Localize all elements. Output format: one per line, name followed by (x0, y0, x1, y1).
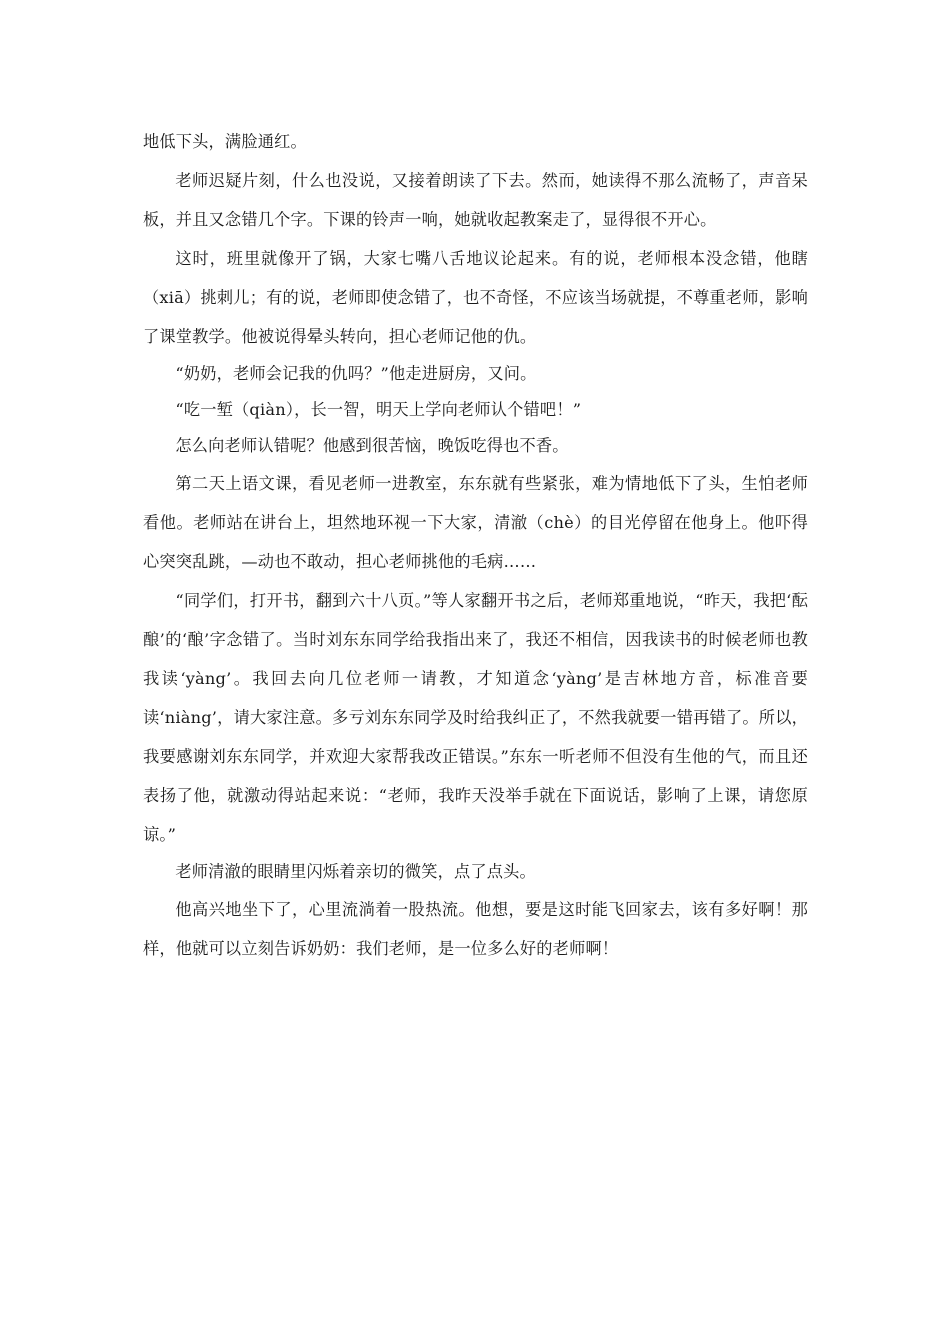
paragraph-9: 老师清澈的眼睛里闪烁着亲切的微笑，点了点头。 (175, 862, 536, 881)
paragraph-6: 怎么向老师认错呢？他感到很苦恼，晚饭吃得也不香。 (175, 436, 569, 455)
paragraph-3: 这时，班里就像开了锅，大家七嘴八舌地议论起来。有的说，老师根本没念错，他瞎（xiā）挑刺儿；有的说，老师即使念错了，也不奇怪，不应该当场就提，不尊重老师，影响了课堂教学。他被说得晕头转向，担心老师记他的仇。 (143, 249, 808, 346)
paragraph-8: “同学们，打开书，翻到六十八页。”等人家翻开书之后，老师郑重地说，“昨天，我把‘酝酿’的‘酿’字念错了。当时刘东东同学给我指出来了，我还不相信，因我读书的时候老师也教我读‘yàng’。我回去向几位老师一请教，才知道念‘yàng’是吉林地方音，标准音要读‘niàng’，请大家注意。多亏刘东东同学及时给我纠正了，不然我就要一错再错了。所以，我要感谢刘东东同学，并欢迎大家帮我改正错误。”东东一听老师不但没有生他的气，而且还表扬了他，就激动得站起来说：“老师，我昨天没举手就在下面说话，影响了上课，请您原谅。” (143, 591, 808, 844)
article-body (143, 122, 808, 968)
paragraph-2: 老师迟疑片刻，什么也没说，又接着朗读了下去。然而，她读得不那么流畅了，声音呆板，并且又念错几个字。下课的铃声一响，她就收起教案走了，显得很不开心。 (143, 171, 808, 229)
paragraph-10: 他高兴地坐下了，心里流淌着一股热流。他想，要是这时能飞回家去，该有多好啊！那样，他就可以立刻告诉奶奶：我们老师，是一位多么好的老师啊！ (143, 900, 808, 958)
paragraph-1: 地低下头，满脸通红。 (143, 132, 307, 151)
paragraph-7: 第二天上语文课，看见老师一进教室，东东就有些紧张，难为情地低下了头，生怕老师看他。老师站在讲台上，坦然地环视一下大家，清澈（chè）的目光停留在他身上。他吓得心突突乱跳，—动也不敢动，担心老师挑他的毛病…… (143, 474, 808, 571)
paragraph-4: “奶奶，老师会记我的仇吗？”他走进厨房，又问。 (175, 364, 537, 383)
paragraph-5: “吃一堑（qiàn），长一智，明天上学向老师认个错吧！” (175, 400, 582, 419)
